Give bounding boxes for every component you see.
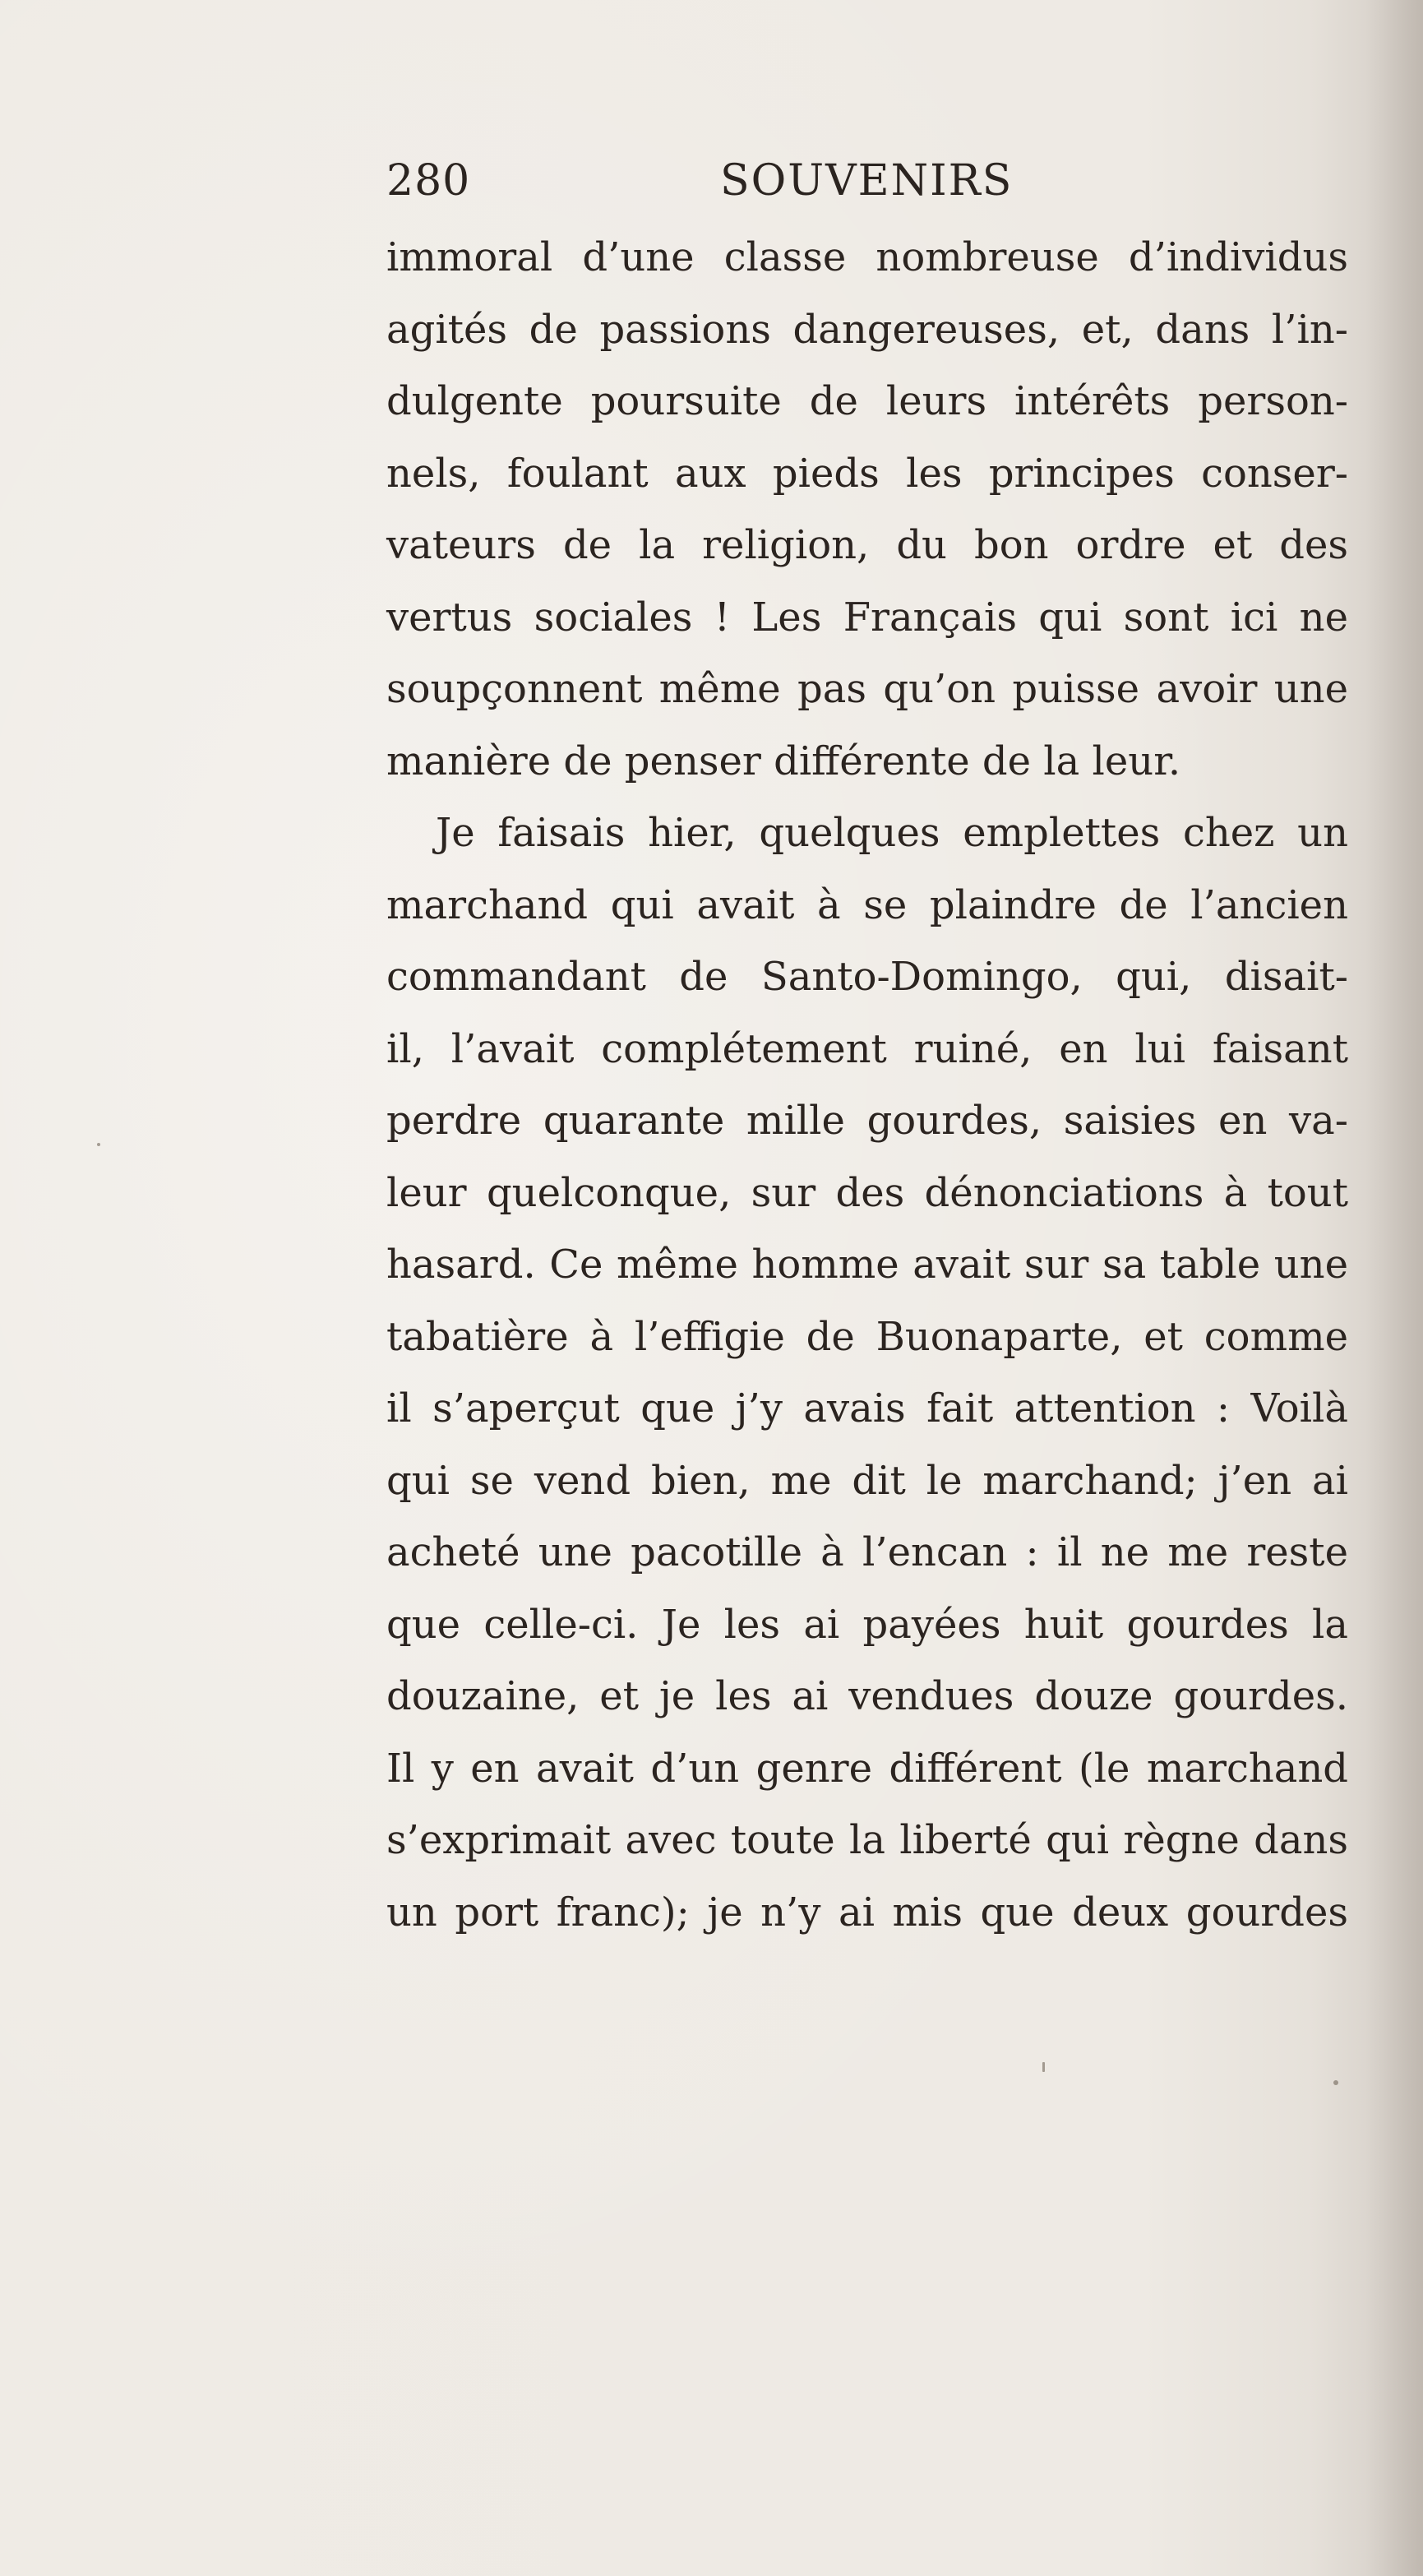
paper-speck	[97, 1143, 100, 1146]
paper-speck	[1042, 2062, 1045, 2072]
text-line: acheté une pacotille à l’encan : il ne me reste	[386, 1529, 1348, 1575]
text-line: leur quelconque, sur des dénonciations à tout	[386, 1169, 1348, 1216]
page-header	[386, 156, 1348, 222]
text-line: vateurs de la religion, du bon ordre et des	[386, 522, 1348, 568]
text-line: dulgente poursuite de leurs intérêts person-	[386, 378, 1348, 424]
text-line: nels, foulant aux pieds les principes conser-	[386, 450, 1348, 497]
page-number: 280	[386, 156, 471, 206]
running-title: SOUVENIRS	[720, 156, 1014, 206]
text-line: soupçonnent même pas qu’on puisse avoir une	[386, 666, 1348, 712]
text-line: vertus sociales ! Les Français qui sont ici ne	[386, 594, 1348, 641]
text-line: s’exprimait avec toute la liberté qui règne dans	[386, 1817, 1348, 1863]
text-line: commandant de Santo-Domingo, qui, disait-	[386, 954, 1348, 1000]
text-line: marchand qui avait à se plaindre de l’ancien	[386, 881, 1348, 928]
text-line: immoral d’une classe nombreuse d’individus	[386, 234, 1348, 280]
text-line: il s’aperçut que j’y avais fait attention : Voilà	[386, 1385, 1348, 1431]
body-text	[386, 222, 1348, 1949]
paper-speck	[1333, 2080, 1338, 2085]
text-line: manière de penser différente de la leur.	[386, 738, 1181, 784]
text-line: perdre quarante mille gourdes, saisies en va-	[386, 1098, 1348, 1144]
text-line: Il y en avait d’un genre différent (le marchand	[386, 1745, 1348, 1792]
text-line: un port franc); je n’y ai mis que deux gourdes	[386, 1889, 1348, 1935]
text-line: que celle-ci. Je les ai payées huit gourdes la	[386, 1601, 1348, 1648]
text-line: il, l’avait complétement ruiné, en lui faisant	[386, 1025, 1348, 1072]
text-line: douzaine, et je les ai vendues douze gourdes.	[386, 1673, 1348, 1719]
text-line: agités de passions dangereuses, et, dans l’in-	[386, 306, 1348, 353]
text-line: tabatière à l’effigie de Buonaparte, et comme	[386, 1313, 1348, 1360]
text-line: hasard. Ce même homme avait sur sa table une	[386, 1242, 1348, 1288]
text-line: Je faisais hier, quelques emplettes chez un	[436, 810, 1348, 856]
text-line: qui se vend bien, me dit le marchand; j’en ai	[386, 1457, 1348, 1504]
page-edge-shadow	[1365, 0, 1423, 2576]
